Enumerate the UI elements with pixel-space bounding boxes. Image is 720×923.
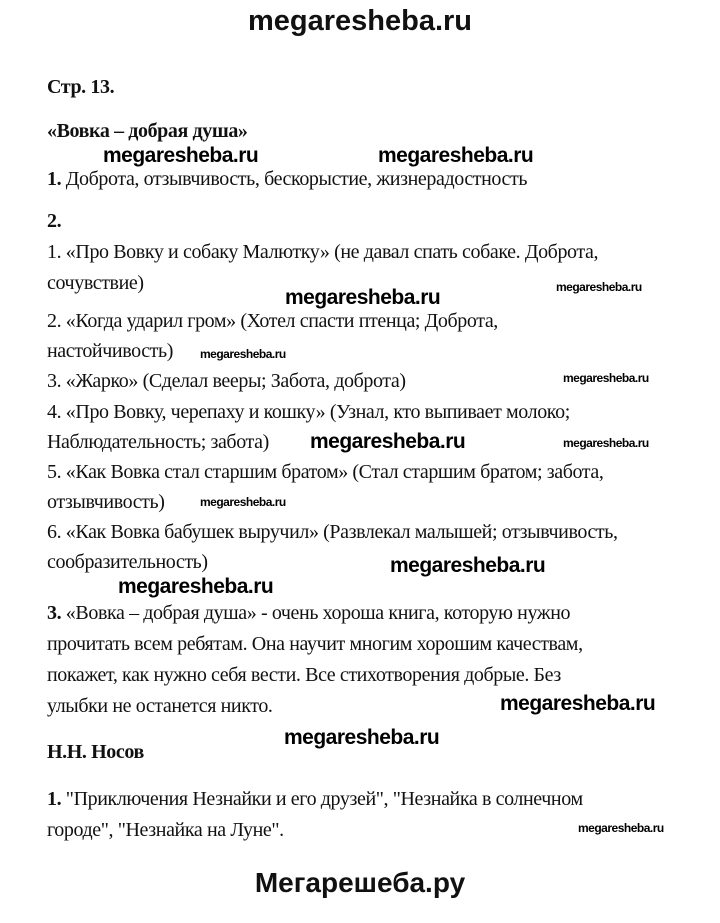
- answer-2-line: 3. «Жарко» (Сделал вееры; Забота, доброта): [47, 370, 406, 392]
- watermark: megaresheba.ru: [563, 371, 649, 385]
- page-number: Стр. 13.: [47, 76, 115, 98]
- answer-2-line: отзывчивость): [47, 491, 165, 513]
- watermark: megaresheba.ru: [563, 436, 649, 450]
- watermark: megaresheba.ru: [200, 347, 286, 361]
- answer-2-line: 1. «Про Вовку и собаку Малютку» (не давал спать собаке. Доброта,: [47, 241, 599, 263]
- watermark: megaresheba.ru: [556, 280, 642, 294]
- watermark: megaresheba.ru: [578, 821, 664, 835]
- answer-2-line: 4. «Про Вовку, черепаху и кошку» (Узнал, кто выпивает молоко;: [47, 401, 570, 423]
- watermark: megaresheba.ru: [285, 286, 441, 309]
- answer-number: 3.: [47, 602, 62, 624]
- watermark: megaresheba.ru: [500, 692, 656, 715]
- watermark: megaresheba.ru: [310, 430, 466, 453]
- section-title: «Вовка – добрая душа»: [47, 120, 248, 142]
- answer-3: [47, 602, 570, 624]
- answer-number: 1.: [47, 788, 62, 810]
- nosov-answer-1: [47, 788, 583, 810]
- answer-1: [47, 168, 527, 190]
- answer-2-line: сочувствие): [47, 272, 144, 294]
- answer-2-line: 2. «Когда ударил гром» (Хотел спасти птенца; Доброта,: [47, 310, 498, 332]
- answer-text: "Приключения Незнайки и его друзей", "Незнайка в солнечном: [61, 788, 583, 810]
- author-heading: Н.Н. Носов: [47, 741, 144, 763]
- answer-2-number: 2.: [47, 210, 62, 232]
- answer-number: 1.: [47, 168, 62, 190]
- answer-2-line: сообразительность): [47, 551, 208, 573]
- answer-3-line: прочитать всем ребятам. Она научит многим хорошим качествам,: [47, 633, 583, 655]
- watermark: megaresheba.ru: [390, 554, 546, 577]
- answer-text: «Вовка – добрая душа» - очень хороша книга, которую нужно: [61, 602, 571, 624]
- answer-2-line: Наблюдательность; забота): [47, 431, 269, 453]
- answer-text: Доброта, отзывчивость, бескорыстие, жизнерадостность: [61, 168, 528, 190]
- answer-2-line: 5. «Как Вовка стал старшим братом» (Стал старшим братом; забота,: [47, 461, 604, 483]
- watermark: megaresheba.ru: [103, 144, 259, 167]
- nosov-answer-1-line: городе", "Незнайка на Луне".: [47, 819, 284, 841]
- watermark: megaresheba.ru: [284, 726, 440, 749]
- watermark: megaresheba.ru: [378, 144, 534, 167]
- answer-2-line: настойчивость): [47, 340, 174, 362]
- answer-3-line: улыбки не останется никто.: [47, 695, 273, 717]
- answer-2-line: 6. «Как Вовка бабушек выручил» (Развлекал малышей; отзывчивость,: [47, 521, 618, 543]
- site-footer: Мегарешеба.ру: [254, 867, 466, 898]
- watermark: megaresheba.ru: [200, 495, 286, 509]
- answer-3-line: покажет, как нужно себя вести. Все стихотворения добрые. Без: [47, 664, 561, 686]
- site-header: megaresheba.ru: [247, 5, 473, 37]
- watermark: megaresheba.ru: [118, 575, 274, 598]
